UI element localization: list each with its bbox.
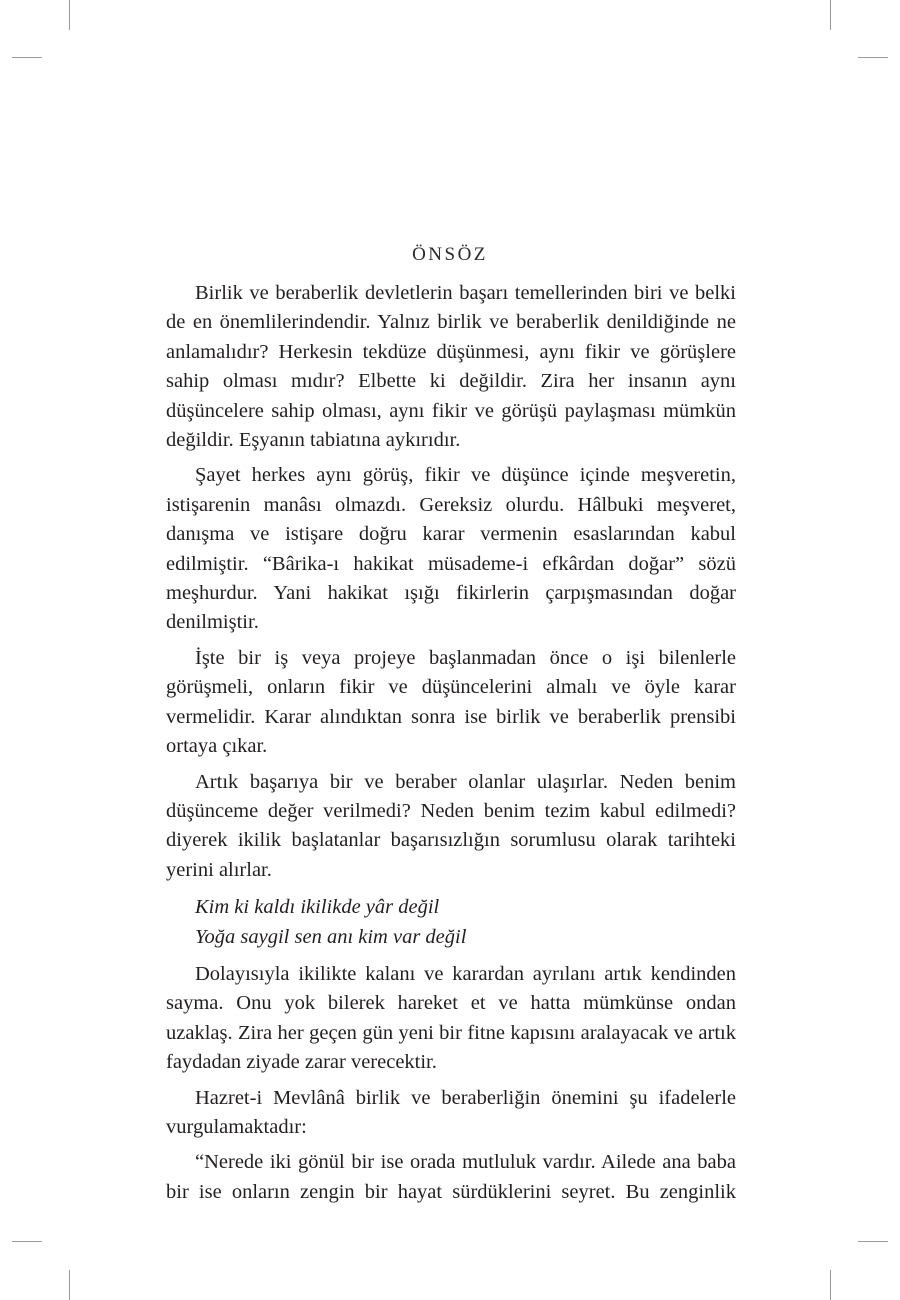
crop-mark-bottom-right [830,1270,831,1300]
paragraph: Şayet herkes aynı görüş, fikir ve düşünce içinde meşveretin, istişarenin manâsı olmazdı. Gereksiz olurdu. Hâlbuki meşveret, danışma ve istişare doğru karar vermenin esaslarından kabul edilmiştir. “Bârika-ı hakikat müsademe-i efkârdan doğar” sözü meşhurdur. Yani hakikat ışığı fikirlerin çarpışmasından doğar denilmiştir. [166,464,736,634]
paragraph: Birlik ve beraberlik devletlerin başarı temellerinden biri ve belki de en önemlilerindendir. Yalnız birlik ve beraberlik denildiğinde ne anlamalıdır? Herkesin tekdüze düşünmesi, aynı fikir ve görüşlere sahip olması mıdır? Elbette ki değildir. Zira her insanın aynı düşüncelere sahip olması, aynı fikir ve görüşü paylaşması mümkün değildir. Eşyanın tabiatına aykırıdır. [166,282,736,452]
paragraph: Dolayısıyla ikilikte kalanı ve karardan ayrılanı artık kendinden sayma. Onu yok bilerek hareket et ve hatta mümkünse ondan uzaklaş. Zira her geçen gün yeni bir fitne kapısını aralayacak ve artık faydadan ziyade zarar verecektir. [166,962,736,1074]
crop-mark-bottom-left [69,1270,70,1300]
page-title: ÖNSÖZ [412,244,488,265]
crop-mark-top-right [830,0,831,30]
crop-mark-top-right-h [858,57,888,58]
verse-block [195,893,736,952]
paragraph: “Nerede iki gönül bir ise orada mutluluk vardır. Ailede ana baba bir ise onların zengin bir hayat sürdüklerini seyret. Bu zenginlik [166,1151,736,1203]
crop-mark-top-left-h [12,57,42,58]
paragraph: Hazret-i Mevlânâ birlik ve beraberliğin önemini şu ifadelerle vurgulamaktadır: [166,1086,736,1138]
crop-mark-bottom-right-h [858,1241,888,1242]
verse-line: Yoğa saygil sen anı kim var değil [195,925,467,948]
paragraph: İşte bir iş veya projeye başlanmadan önce o işi bilenlerle görüşmeli, onların fikir ve düşüncelerini almalı ve öyle karar vermelidir. Karar alındıktan sonra ise birlik ve beraberlik prensibi ortaya çıkar. [166,646,736,758]
crop-mark-bottom-left-h [12,1241,42,1242]
verse-line: Kim ki kaldı ikilikde yâr değil [195,896,440,919]
body-text [166,279,736,1213]
crop-mark-top-left [69,0,70,30]
paragraph: Artık başarıya bir ve beraber olanlar ulaşırlar. Neden benim düşünceme değer verilmedi? Neden benim tezim kabul edilmedi? diyerek ikilik başlatanlar başarısızlığın sorumlusu olarak tarihteki yerini alırlar. [166,770,736,881]
